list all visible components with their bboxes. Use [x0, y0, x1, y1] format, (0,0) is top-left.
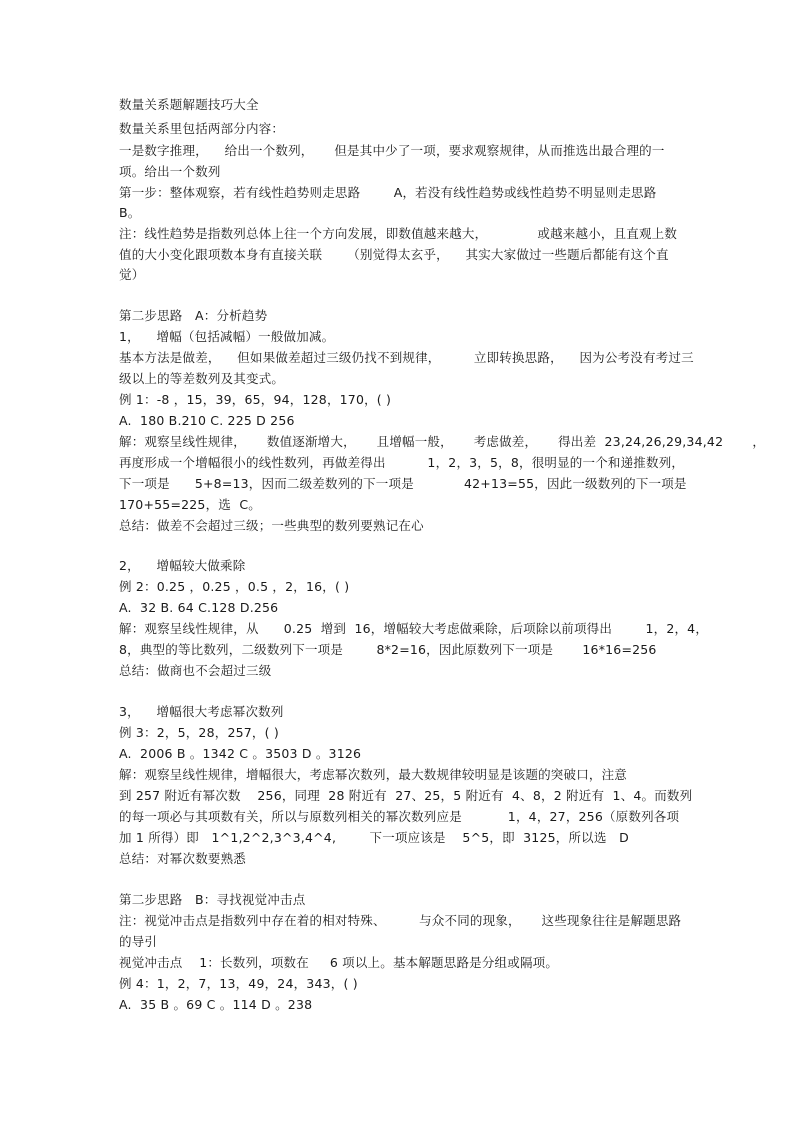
text-line: 解：观察呈线性规律，增幅很大，考虑幂次数列，最大数规律较明显是该题的突破口，注意: [119, 767, 628, 782]
text-line: 注：视觉冲击点是指数列中存在着的相对特殊、 与众不同的现象， 这些现象往往是解题思路: [119, 913, 682, 928]
text-line: 级以上的等差数列及其变式。: [119, 371, 285, 386]
text-line: 解：观察呈线性规律， 数值逐渐增大， 且增幅一般， 考虑做差， 得出差 23,24,26,29,34,42 ，: [119, 434, 766, 449]
text-line: B。: [119, 205, 141, 220]
text-line: 注：线性趋势是指数列总体上往一个方向发展，即数值越来越大， 或越来越小，且直观上数: [119, 226, 678, 241]
text-line: 第一步：整体观察，若有线性趋势则走思路 A，若没有线性趋势或线性趋势不明显则走思路: [119, 185, 657, 200]
doc-title: 数量关系题解题技巧大全: [119, 97, 259, 112]
text-line: 到 257 附近有幂次数 256，同理 28 附近有 27、25，5 附近有 4、8，2 附近有 1、4。而数列: [119, 788, 693, 803]
options-line: A. 180 B.210 C. 225 D 256: [119, 413, 295, 428]
text-line: 下一项是 5+8=13，因而二级差数列的下一项是 42+13=55，因此一级数列的下一项是: [119, 476, 687, 491]
text-line: 值的大小变化跟项数本身有直接关联 （别觉得太玄乎， 其实大家做过一些题后都能有这个直: [119, 247, 669, 262]
example-line: 例 4：1，2，7，13，49，24，343，( ): [119, 976, 358, 991]
summary-line: 总结：对幂次数要熟悉: [119, 851, 247, 866]
text-line: 170+55=225，选 C。: [119, 497, 261, 512]
text-line: 觉）: [119, 267, 145, 282]
subsection-heading: 1， 增幅（包括减幅）一般做加减。: [119, 329, 335, 344]
text-line: 的导引: [119, 934, 158, 949]
text-line: 项。给出一个数列: [119, 164, 221, 179]
options-line: A. 32 B. 64 C.128 D.256: [119, 600, 279, 615]
summary-line: 总结：做商也不会超过三级: [119, 663, 272, 678]
section-heading: 第二步思路 B：寻找视觉冲击点: [119, 892, 306, 907]
section-heading: 第二步思路 A：分析趋势: [119, 308, 268, 323]
text-line: 解：观察呈线性规律，从 0.25 增到 16，增幅较大考虑做乘除，后项除以前项得出 1，2，4，: [119, 621, 709, 636]
example-line: 例 1：-8 ，15，39，65，94，128，170，( ): [119, 392, 392, 407]
text-line: 的每一项必与其项数有关，所以与原数列相关的幂次数列应是 1，4，27，256（原数列各项: [119, 809, 680, 824]
text-line: 加 1 所得）即 1^1,2^2,3^3,4^4, 下一项应该是 5^5，即 3125，所以选 D: [119, 830, 629, 845]
options-line: A. 2006 B 。1342 C 。3503 D 。3126: [119, 746, 362, 761]
subsection-heading: 3， 增幅很大考虑幂次数列: [119, 704, 284, 719]
text-line: 数量关系里包括两部分内容：: [119, 121, 285, 136]
text-line: 一是数字推理， 给出一个数列， 但是其中少了一项，要求观察规律，从而推选出最合理的一: [119, 143, 665, 158]
text-line: 再度形成一个增幅很小的线性数列，再做差得出 1，2，3，5，8，很明显的一个和递推数列，: [119, 455, 685, 470]
example-line: 例 3：2，5，28，257，( ): [119, 725, 279, 740]
options-line: A. 35 B 。69 C 。114 D 。238: [119, 997, 313, 1012]
subsection-heading: 2， 增幅较大做乘除: [119, 558, 246, 573]
text-line: 视觉冲击点 1：长数列，项数在 6 项以上。基本解题思路是分组或隔项。: [119, 955, 559, 970]
text-line: 8，典型的等比数列，二级数列下一项是 8*2=16，因此原数列下一项是 16*16=256: [119, 642, 657, 657]
summary-line: 总结：做差不会超过三级；一些典型的数列要熟记在心: [119, 518, 424, 533]
text-line: 基本方法是做差， 但如果做差超过三级仍找不到规律， 立即转换思路， 因为公考没有考过三: [119, 350, 694, 365]
example-line: 例 2：0.25 ，0.25 ，0.5 ，2，16，( ): [119, 579, 350, 594]
